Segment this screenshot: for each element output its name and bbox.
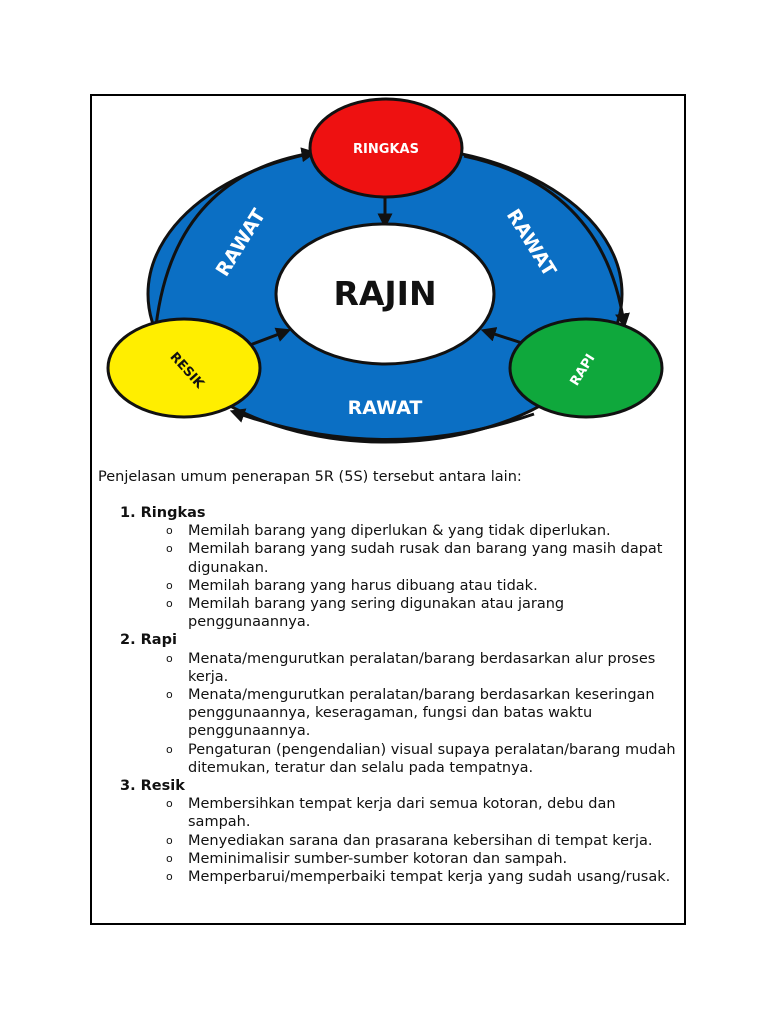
list-item-text: Memilah barang yang harus dibuang atau tidak.	[188, 577, 538, 594]
bullet-marker: o	[166, 542, 173, 556]
list-item-text: Memilah barang yang diperlukan & yang tidak diperlukan.	[188, 523, 611, 540]
bullet-marker: o	[166, 597, 173, 611]
sections-list	[120, 504, 680, 886]
list-item	[166, 540, 680, 576]
bullet-marker: o	[166, 651, 173, 665]
rajin-label: RAJIN	[333, 274, 437, 313]
list-item-text: Memperbarui/memperbaiki tempat kerja yang sudah usang/rusak.	[188, 869, 671, 886]
rapi-label: RAPI	[567, 351, 599, 389]
list-item	[166, 686, 680, 741]
list-item	[166, 868, 680, 886]
section-rapi	[120, 631, 680, 777]
list-item	[166, 577, 680, 595]
bullet-list	[120, 522, 680, 631]
list-item-text: Membersihkan tempat kerja dari semua kotoran, debu dan sampah.	[188, 796, 616, 831]
list-item	[166, 522, 680, 540]
list-item	[166, 650, 680, 686]
bullet-marker: o	[166, 742, 173, 756]
bullet-marker: o	[166, 524, 173, 538]
list-item	[166, 795, 680, 831]
list-item	[166, 832, 680, 850]
section-title: 3. Resik	[120, 778, 185, 795]
intro-paragraph: Penjelasan umum penerapan 5R (5S) tersebut antara lain:	[98, 469, 522, 485]
5r-cycle-diagram	[104, 96, 670, 451]
rawat-label-bottom: RAWAT	[347, 397, 423, 419]
list-item-text: Memilah barang yang sudah rusak dan barang yang masih dapat digunakan.	[188, 541, 663, 576]
list-item	[166, 850, 680, 868]
section-resik	[120, 777, 680, 886]
bullet-marker: o	[166, 688, 173, 702]
list-item-text: Menata/mengurutkan peralatan/barang berdasarkan alur proses kerja.	[188, 650, 656, 685]
list-item	[166, 595, 680, 631]
section-ringkas	[120, 504, 680, 631]
document-page	[90, 94, 686, 925]
bullet-marker: o	[166, 833, 173, 847]
list-item-text: Meminimalisir sumber-sumber kotoran dan sampah.	[188, 850, 568, 867]
section-title: 1. Ringkas	[120, 505, 206, 521]
rawat-label-left: RAWAT	[211, 205, 271, 281]
list-item-text: Pengaturan (pengendalian) visual supaya peralatan/barang mudah ditemukan, teratur dan selalu pada tempatnya.	[188, 741, 676, 776]
list-item-text: Menyediakan sarana dan prasarana kebersihan di tempat kerja.	[188, 832, 653, 849]
bullet-marker: o	[166, 797, 173, 811]
list-item-text: Memilah barang yang sering digunakan atau jarang penggunaannya.	[188, 596, 565, 631]
bullet-marker: o	[166, 578, 173, 592]
resik-label: RESIK	[166, 349, 207, 392]
list-item-text: Menata/mengurutkan peralatan/barang berdasarkan keseringan penggunaannya, keseragaman, fungsi dan batas waktu penggunaannya.	[188, 687, 655, 740]
list-item	[166, 741, 680, 777]
ringkas-label: RINGKAS	[353, 142, 419, 157]
rawat-label-right: RAWAT	[501, 205, 561, 281]
bullet-marker: o	[166, 870, 173, 884]
bullet-list	[120, 795, 680, 886]
section-title: 2. Rapi	[120, 632, 177, 649]
bullet-marker: o	[166, 851, 173, 865]
bullet-list	[120, 650, 680, 777]
